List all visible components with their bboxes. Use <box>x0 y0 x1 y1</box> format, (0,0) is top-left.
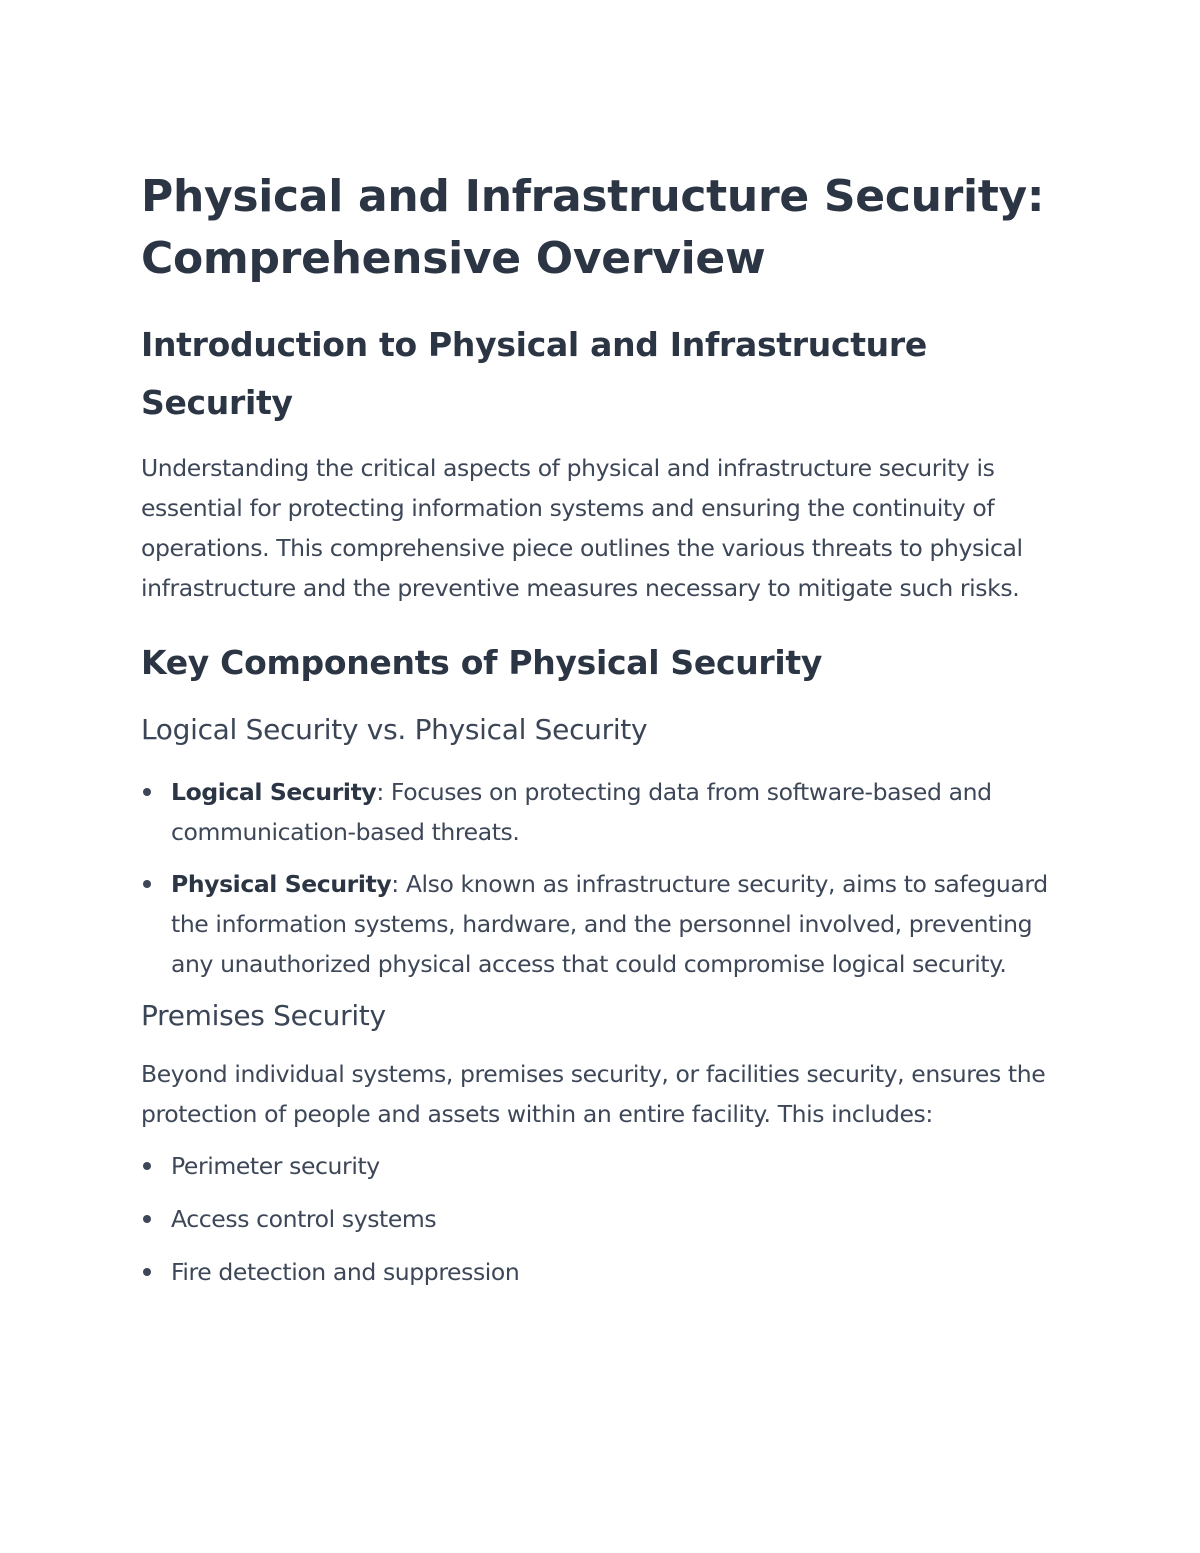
document-title: Physical and Infrastructure Security: Comprehensive Overview <box>141 171 1045 284</box>
introduction-paragraph: Understanding the critical aspects of physical and infrastructure security is essential for protecting information systems and ensuring the continuity of operations. This comprehensive piece outlines the various threats to physical infrastructure and the preventive measures necessary to mitigate such risks. <box>141 454 1023 602</box>
document-page <box>141 166 1061 1305</box>
list-item-text: Perimeter security <box>171 1152 380 1180</box>
premises-security-list <box>141 1146 1061 1292</box>
key-components-heading: Key Components of Physical Security <box>141 643 823 682</box>
bullet-icon <box>143 1268 151 1276</box>
list-item-text: : Also known as infrastructure security, aims to safeguard the information systems, hardware, and the personnel involved, preventing any unauthorized physical access that could compromise logical security. <box>171 870 1048 978</box>
list-item-term: Logical Security <box>171 778 377 806</box>
bullet-icon <box>143 1162 151 1170</box>
list-item-text: Access control systems <box>171 1205 437 1233</box>
list-item <box>141 1252 1061 1292</box>
list-item-text: Fire detection and suppression <box>171 1258 520 1286</box>
bullet-icon <box>143 880 151 888</box>
list-item <box>141 1146 1061 1186</box>
logical-vs-physical-heading: Logical Security vs. Physical Security <box>141 713 648 746</box>
premises-security-heading: Premises Security <box>141 999 386 1032</box>
introduction-heading: Introduction to Physical and Infrastructure Security <box>141 325 927 422</box>
bullet-icon <box>143 788 151 796</box>
list-item <box>141 864 1061 984</box>
bullet-icon <box>143 1215 151 1223</box>
logical-vs-physical-list <box>141 772 1061 984</box>
list-item <box>141 1199 1061 1239</box>
list-item-term: Physical Security <box>171 870 392 898</box>
list-item <box>141 772 1061 852</box>
list-item-text: : Focuses on protecting data from software-based and communication-based threats. <box>171 778 992 846</box>
premises-security-paragraph: Beyond individual systems, premises security, or facilities security, ensures the protection of people and assets within an entire facility. This includes: <box>141 1060 1046 1128</box>
